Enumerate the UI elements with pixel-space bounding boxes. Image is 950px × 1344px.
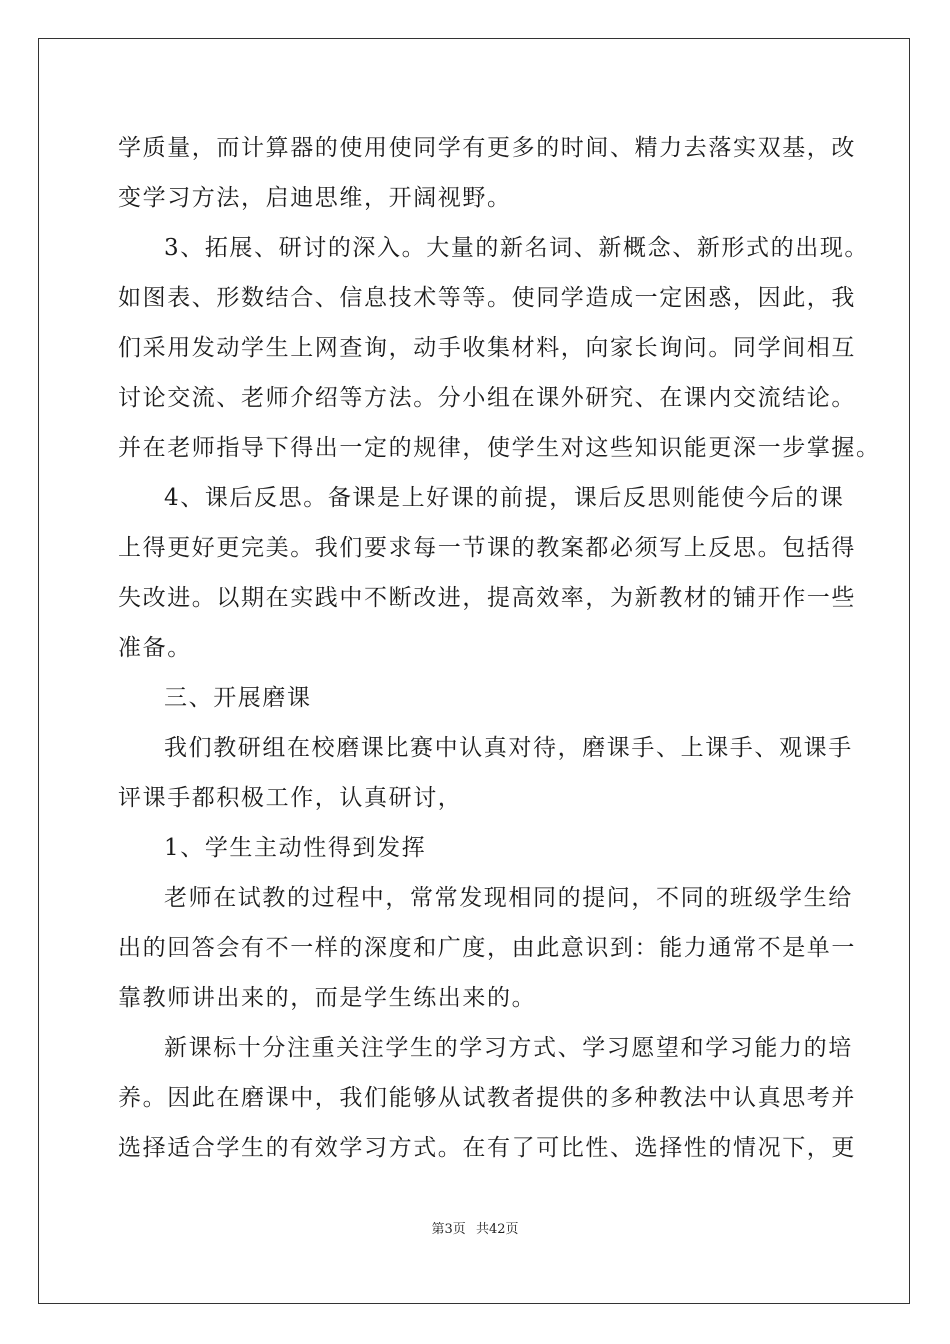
- section-heading: 三、开展磨课: [164, 685, 312, 711]
- text-line-18: 靠教师讲出来的，而是学生练出来的。: [118, 985, 537, 1011]
- subsection-heading: 1、学生主动性得到发挥: [164, 835, 427, 861]
- page-total: 共42页: [475, 1222, 519, 1237]
- text-line-7: 并在老师指导下得出一定的规律，使学生对这些知识能更深一步掌握。: [118, 435, 881, 461]
- text-line-13: 我们教研组在校磨课比赛中认真对待，磨课手、上课手、观课手: [164, 735, 853, 761]
- text-line-16: 老师在试教的过程中，常常发现相同的提问，不同的班级学生给: [164, 885, 853, 911]
- page-footer: [0, 1218, 950, 1237]
- text-line-9: 上得更好更完美。我们要求每一节课的教案都必须写上反思。包括得: [118, 535, 856, 561]
- text-line-21: 选择适合学生的有效学习方式。在有了可比性、选择性的情况下，更: [118, 1135, 856, 1161]
- text-line-6: 讨论交流、老师介绍等方法。分小组在课外研究、在课内交流结论。: [118, 385, 856, 411]
- text-line-5: 们采用发动学生上网查询，动手收集材料，向家长询问。同学间相互: [118, 335, 856, 361]
- text-line-14: 评课手都积极工作，认真研讨，: [118, 785, 463, 811]
- page-number: 第3页: [431, 1222, 466, 1237]
- text-line-4: 如图表、形数结合、信息技术等等。使同学造成一定困惑，因此，我: [118, 285, 856, 311]
- text-line-2: 变学习方法，启迪思维，开阔视野。: [118, 185, 512, 211]
- text-line-20: 养。因此在磨课中，我们能够从试教者提供的多种教法中认真思考并: [118, 1085, 856, 1111]
- text-line-11: 准备。: [118, 635, 192, 661]
- text-line-10: 失改进。以期在实践中不断改进，提高效率，为新教材的铺开作一些: [118, 585, 856, 611]
- text-line-19: 新课标十分注重关注学生的学习方式、学习愿望和学习能力的培: [164, 1035, 853, 1061]
- page-border: [38, 38, 910, 1304]
- text-line-1: 学质量，而计算器的使用使同学有更多的时间、精力去落实双基，改: [118, 135, 856, 161]
- text-line-3: 3、拓展、研讨的深入。大量的新名词、新概念、新形式的出现。: [164, 235, 870, 261]
- text-line-8: 4、课后反思。备课是上好课的前提，课后反思则能使今后的课: [164, 485, 845, 511]
- text-line-17: 出的回答会有不一样的深度和广度，由此意识到：能力通常不是单一: [118, 935, 856, 961]
